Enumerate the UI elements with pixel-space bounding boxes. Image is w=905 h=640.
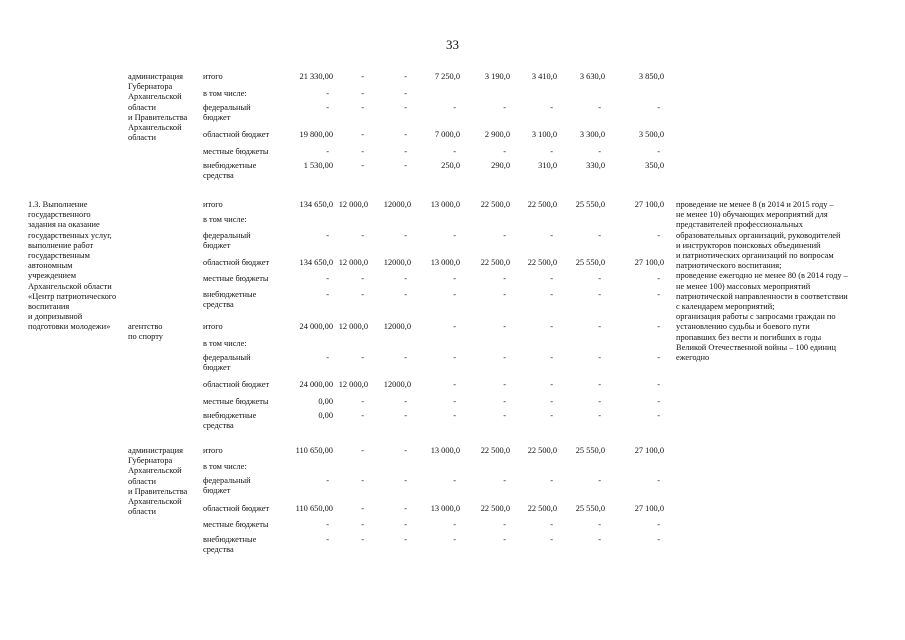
result-line: представителей профессиональных bbox=[676, 220, 803, 230]
row-label: итого bbox=[203, 446, 223, 455]
table-cell: 3 190,0 bbox=[484, 72, 510, 81]
table-cell: 290,0 bbox=[491, 161, 510, 170]
table-cell: - bbox=[361, 446, 364, 455]
table-cell: - bbox=[550, 520, 553, 529]
table-cell: 22 500,0 bbox=[527, 504, 557, 513]
table-cell: - bbox=[326, 476, 329, 485]
table-cell: - bbox=[404, 130, 407, 139]
table-cell: - bbox=[453, 322, 456, 331]
executor-line: администрация bbox=[128, 446, 183, 455]
row-label: бюджет bbox=[203, 113, 231, 123]
table-cell: - bbox=[361, 504, 364, 513]
table-cell: 22 500,0 bbox=[480, 504, 510, 513]
table-cell: - bbox=[361, 397, 364, 406]
result-line: ежегодно bbox=[676, 353, 710, 362]
table-cell: 12000,0 bbox=[383, 258, 411, 267]
table-cell: - bbox=[598, 411, 601, 420]
table-cell: - bbox=[453, 380, 456, 389]
row-label: средства bbox=[203, 545, 234, 555]
table-cell: - bbox=[326, 231, 329, 240]
table-cell: 3 500,0 bbox=[638, 130, 664, 139]
table-cell: - bbox=[361, 290, 364, 299]
table-cell: - bbox=[503, 380, 506, 389]
table-cell: - bbox=[657, 103, 660, 112]
table-cell: - bbox=[404, 231, 407, 240]
row-label: бюджет bbox=[203, 363, 231, 373]
table-cell: - bbox=[503, 322, 506, 331]
table-cell: - bbox=[361, 161, 364, 170]
table-cell: - bbox=[326, 520, 329, 529]
table-cell: - bbox=[404, 161, 407, 170]
row-label: средства bbox=[203, 171, 234, 181]
table-cell: - bbox=[598, 476, 601, 485]
table-cell: 22 500,0 bbox=[480, 258, 510, 267]
executor-line: Архангельской bbox=[128, 123, 182, 132]
table-cell: 25 550,0 bbox=[575, 446, 605, 455]
row-label: местные бюджеты bbox=[203, 520, 269, 529]
row-label: в том числе: bbox=[203, 215, 247, 224]
table-cell: - bbox=[598, 322, 601, 331]
table-cell: - bbox=[361, 231, 364, 240]
table-cell: - bbox=[657, 411, 660, 420]
table-cell: - bbox=[550, 322, 553, 331]
table-cell: 12000,0 bbox=[383, 380, 411, 389]
table-cell: - bbox=[657, 520, 660, 529]
measure-title-line: подготовки молодежи» bbox=[28, 322, 111, 332]
table-cell: - bbox=[550, 535, 553, 544]
table-cell: - bbox=[404, 411, 407, 420]
table-cell: - bbox=[657, 380, 660, 389]
table-cell: - bbox=[550, 397, 553, 406]
table-cell: - bbox=[503, 231, 506, 240]
table-cell: - bbox=[404, 504, 407, 513]
table-cell: 22 500,0 bbox=[480, 446, 510, 455]
measure-title-line: Архангельской области bbox=[28, 281, 112, 291]
table-cell: - bbox=[657, 535, 660, 544]
executor-line: администрация bbox=[128, 72, 183, 81]
executor-line: Архангельской bbox=[128, 497, 182, 506]
row-label: средства bbox=[203, 300, 234, 310]
table-cell: - bbox=[361, 520, 364, 529]
table-cell: 24 000,00 bbox=[299, 380, 333, 389]
table-cell: 19 800,00 bbox=[299, 130, 333, 139]
table-cell: - bbox=[404, 72, 407, 81]
table-cell: - bbox=[453, 103, 456, 112]
table-cell: - bbox=[503, 476, 506, 485]
table-cell: - bbox=[453, 353, 456, 362]
table-cell: - bbox=[361, 274, 364, 283]
table-cell: 3 850,0 bbox=[638, 72, 664, 81]
table-cell: 25 550,0 bbox=[575, 258, 605, 267]
row-label: федеральный bbox=[203, 476, 251, 485]
table-cell: 25 550,0 bbox=[575, 504, 605, 513]
executor-line: области bbox=[128, 476, 156, 486]
row-label: местные бюджеты bbox=[203, 147, 269, 156]
executor-line: Архангельской bbox=[128, 92, 182, 102]
table-cell: - bbox=[503, 274, 506, 283]
row-label: областной бюджет bbox=[203, 380, 270, 389]
table-cell: 330,0 bbox=[586, 161, 605, 170]
table-cell: - bbox=[361, 476, 364, 485]
table-cell: 310,0 bbox=[538, 161, 557, 170]
table-cell: 12 000,0 bbox=[338, 200, 368, 209]
page-number: 33 bbox=[446, 37, 459, 52]
table-cell: - bbox=[598, 520, 601, 529]
executor-line: и Правительства bbox=[128, 486, 188, 496]
table-cell: - bbox=[404, 290, 407, 299]
table-cell: 22 500,0 bbox=[527, 258, 557, 267]
table-cell: - bbox=[550, 231, 553, 240]
result-line: пропавших без вести и погибших в годы bbox=[676, 332, 822, 342]
table-cell: - bbox=[550, 274, 553, 283]
table-cell: - bbox=[361, 130, 364, 139]
result-line: организация работы с запросами граждан по bbox=[676, 312, 836, 322]
executor-line: и Правительства bbox=[128, 112, 188, 122]
table-cell: - bbox=[361, 353, 364, 362]
table-cell: - bbox=[326, 147, 329, 156]
table-cell: - bbox=[361, 103, 364, 112]
result-line: патриотической направленности в соответствии bbox=[676, 291, 848, 301]
table-cell: - bbox=[598, 147, 601, 156]
table-cell: - bbox=[550, 103, 553, 112]
table-cell: 13 000,0 bbox=[430, 200, 460, 209]
table-cell: - bbox=[550, 411, 553, 420]
table-cell: - bbox=[326, 353, 329, 362]
table-cell: - bbox=[503, 535, 506, 544]
table-cell: - bbox=[326, 89, 329, 98]
table-cell: - bbox=[598, 380, 601, 389]
result-line: проведение не менее 8 (в 2014 и 2015 году – bbox=[676, 200, 834, 209]
table-cell: 350,0 bbox=[645, 161, 664, 170]
table-cell: - bbox=[503, 147, 506, 156]
row-label: федеральный bbox=[203, 231, 251, 240]
table-cell: 22 500,0 bbox=[480, 200, 510, 209]
executor-line: Губернатора bbox=[128, 456, 173, 466]
table-cell: - bbox=[550, 380, 553, 389]
row-label: областной бюджет bbox=[203, 504, 270, 513]
executor-line: Архангельской bbox=[128, 466, 182, 476]
measure-title-line: автономным bbox=[28, 261, 73, 271]
result-line: не менее 10) обучающих мероприятий для bbox=[676, 210, 828, 220]
table-cell: 27 100,0 bbox=[634, 258, 664, 267]
table-cell: 250,0 bbox=[441, 161, 460, 170]
table-cell: - bbox=[453, 476, 456, 485]
result-line: образовательных организаций, руководителей bbox=[676, 230, 841, 240]
table-cell: 13 000,0 bbox=[430, 504, 460, 513]
table-cell: 24 000,00 bbox=[299, 322, 333, 331]
table-cell: 0,00 bbox=[318, 397, 333, 406]
result-line: и инструкторов поисковых объединений bbox=[676, 240, 821, 250]
table-cell: 134 650,0 bbox=[299, 200, 333, 209]
table-cell: - bbox=[404, 147, 407, 156]
table-cell: - bbox=[404, 89, 407, 98]
row-label: федеральный bbox=[203, 353, 251, 362]
table-cell: - bbox=[657, 476, 660, 485]
table-cell: - bbox=[598, 274, 601, 283]
table-cell: - bbox=[404, 520, 407, 529]
table-cell: - bbox=[404, 446, 407, 455]
table-cell: - bbox=[657, 231, 660, 240]
executor-line: области bbox=[128, 133, 156, 143]
table-cell: - bbox=[598, 103, 601, 112]
row-label: итого bbox=[203, 322, 223, 331]
row-label: внебюджетные bbox=[203, 411, 257, 420]
result-line: не менее 100) массовых мероприятий bbox=[676, 281, 811, 291]
row-label: итого bbox=[203, 200, 223, 209]
result-line: Великой Отечественной войны – 100 единиц bbox=[676, 342, 836, 352]
row-label: в том числе: bbox=[203, 462, 247, 471]
table-cell: - bbox=[404, 353, 407, 362]
table-cell: 27 100,0 bbox=[634, 504, 664, 513]
row-label: областной бюджет bbox=[203, 130, 270, 139]
table-cell: 3 100,0 bbox=[531, 130, 557, 139]
measure-title-line: государственного bbox=[28, 210, 91, 220]
table-cell: - bbox=[503, 103, 506, 112]
result-line: и патриотических организаций по вопросам bbox=[676, 251, 834, 260]
table-cell: 13 000,0 bbox=[430, 446, 460, 455]
table-cell: - bbox=[361, 89, 364, 98]
row-label: в том числе: bbox=[203, 89, 247, 98]
table-cell: - bbox=[326, 274, 329, 283]
table-cell: - bbox=[404, 476, 407, 485]
table-cell: - bbox=[598, 353, 601, 362]
row-label: местные бюджеты bbox=[203, 274, 269, 283]
measure-title-line: выполнение работ bbox=[28, 240, 94, 250]
table-cell: - bbox=[326, 535, 329, 544]
table-cell: - bbox=[404, 535, 407, 544]
table-cell: - bbox=[453, 274, 456, 283]
table-cell: - bbox=[550, 290, 553, 299]
table-cell: - bbox=[326, 103, 329, 112]
table-cell: 21 330,00 bbox=[299, 72, 333, 81]
table-cell: - bbox=[453, 520, 456, 529]
executor-line: области bbox=[128, 102, 156, 112]
row-label: областной бюджет bbox=[203, 258, 270, 267]
table-cell: 110 650,00 bbox=[295, 504, 333, 513]
table-cell: 110 650,00 bbox=[295, 446, 333, 455]
table-cell: - bbox=[453, 411, 456, 420]
result-line: патриотического воспитания; bbox=[676, 261, 782, 271]
table-cell: 3 630,0 bbox=[579, 72, 605, 81]
table-cell: - bbox=[550, 476, 553, 485]
table-cell: - bbox=[453, 147, 456, 156]
result-line: проведение ежегодно не менее 80 (в 2014 году – bbox=[676, 271, 848, 281]
table-cell: - bbox=[453, 231, 456, 240]
measure-title-line: государственных услуг, bbox=[28, 230, 112, 240]
table-cell: 12 000,0 bbox=[338, 380, 368, 389]
result-line: с календарем мероприятий; bbox=[676, 302, 775, 311]
table-cell: - bbox=[404, 274, 407, 283]
table-cell: - bbox=[550, 353, 553, 362]
table-cell: - bbox=[598, 231, 601, 240]
table-cell: - bbox=[657, 397, 660, 406]
table-cell: 0,00 bbox=[318, 411, 333, 420]
row-label: средства bbox=[203, 421, 234, 431]
row-label: внебюджетные bbox=[203, 290, 257, 299]
table-cell: - bbox=[503, 397, 506, 406]
table-cell: - bbox=[404, 103, 407, 112]
table-cell: 13 000,0 bbox=[430, 258, 460, 267]
table-cell: - bbox=[657, 290, 660, 299]
table-cell: - bbox=[598, 397, 601, 406]
row-label: в том числе: bbox=[203, 339, 247, 348]
table-cell: - bbox=[453, 397, 456, 406]
executor-line: по спорту bbox=[128, 332, 163, 342]
measure-title-line: учреждением bbox=[28, 271, 77, 281]
table-cell: 12 000,0 bbox=[338, 322, 368, 331]
row-label: федеральный bbox=[203, 103, 251, 112]
table-cell: - bbox=[453, 290, 456, 299]
table-cell: - bbox=[361, 72, 364, 81]
measure-title-line: государственным bbox=[28, 251, 90, 260]
row-label: бюджет bbox=[203, 241, 231, 251]
executor-line: области bbox=[128, 507, 156, 517]
table-cell: - bbox=[503, 290, 506, 299]
table-cell: 12000,0 bbox=[383, 200, 411, 209]
table-cell: 25 550,0 bbox=[575, 200, 605, 209]
table-cell: 7 250,0 bbox=[434, 72, 460, 81]
table-cell: - bbox=[326, 290, 329, 299]
table-cell: - bbox=[503, 411, 506, 420]
row-label: местные бюджеты bbox=[203, 397, 269, 406]
table-cell: - bbox=[404, 397, 407, 406]
table-cell: - bbox=[503, 520, 506, 529]
table-cell: - bbox=[657, 147, 660, 156]
measure-title-line: и допризывной bbox=[28, 312, 83, 322]
table-cell: - bbox=[550, 147, 553, 156]
row-label: внебюджетные bbox=[203, 535, 257, 544]
table-cell: 12000,0 bbox=[383, 322, 411, 331]
table-cell: 3 300,0 bbox=[579, 130, 605, 139]
table-cell: - bbox=[361, 535, 364, 544]
row-label: внебюджетные bbox=[203, 161, 257, 170]
table-cell: - bbox=[361, 411, 364, 420]
table-cell: - bbox=[657, 322, 660, 331]
table-cell: - bbox=[657, 274, 660, 283]
executor-line: Губернатора bbox=[128, 82, 173, 92]
table-cell: 12 000,0 bbox=[338, 258, 368, 267]
table-cell: - bbox=[657, 353, 660, 362]
measure-title-line: воспитания bbox=[28, 302, 70, 311]
table-cell: - bbox=[503, 353, 506, 362]
table-cell: 7 000,0 bbox=[434, 130, 460, 139]
table-cell: - bbox=[453, 535, 456, 544]
row-label: бюджет bbox=[203, 486, 231, 496]
table-cell: 22 500,0 bbox=[527, 200, 557, 209]
table-cell: 1 530,00 bbox=[303, 161, 333, 170]
executor-line: агентство bbox=[128, 322, 163, 331]
measure-title-line: 1.3. Выполнение bbox=[28, 200, 88, 209]
table-cell: 27 100,0 bbox=[634, 200, 664, 209]
table-cell: 22 500,0 bbox=[527, 446, 557, 455]
measure-title-line: задания на оказание bbox=[28, 220, 100, 230]
result-line: установлению судьбы и боевого пути bbox=[676, 322, 810, 332]
table-cell: 3 410,0 bbox=[531, 72, 557, 81]
row-label: итого bbox=[203, 72, 223, 81]
table-cell: - bbox=[598, 290, 601, 299]
table-cell: - bbox=[361, 147, 364, 156]
measure-title-line: «Центр патриотического bbox=[28, 291, 117, 301]
table-cell: 27 100,0 bbox=[634, 446, 664, 455]
table-cell: - bbox=[598, 535, 601, 544]
table-cell: 2 900,0 bbox=[484, 130, 510, 139]
table-cell: 134 650,0 bbox=[299, 258, 333, 267]
